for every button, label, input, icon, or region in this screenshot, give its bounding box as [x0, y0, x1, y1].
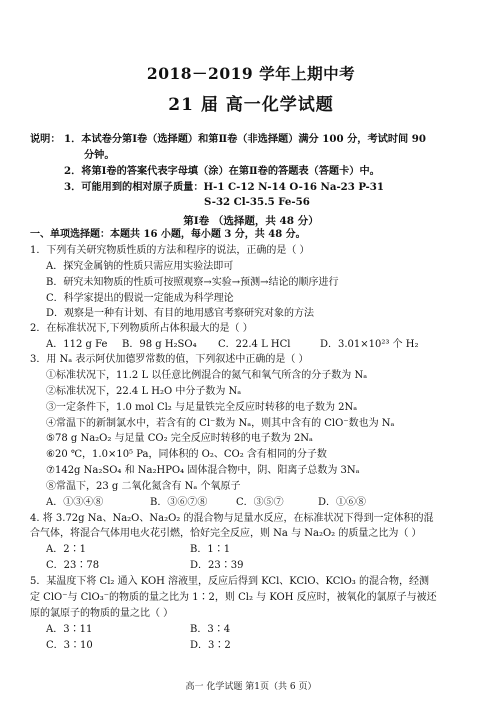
note-3-cont: S-32 Cl-35.5 Fe-56 — [204, 196, 310, 208]
q4-stem-line2: 合气体，将混合气体用电火花引燃，恰好完全反应，则 Na 与 Na₂O₂ 的质量之比为（ ） — [30, 528, 422, 539]
q1-option-b: B．研究未知物质的性质可按照观察→实验→预测→结论的顺序进行 — [46, 277, 339, 288]
note-2: 2．将第Ⅰ卷的答案代表字母填（涂）在第Ⅱ卷的答题表（答题卡）中。 — [64, 165, 380, 177]
q4-option-d: D．23∶39 — [190, 560, 244, 571]
q3-item-8: ⑧常温下，23 g 二氧化氮含有 Nₐ 个氧原子 — [46, 481, 241, 492]
q3-item-2: ②标准状况下，22.4 L H₂O 中分子数为 Nₐ — [46, 386, 242, 397]
q3-option-b: B．③⑥⑦⑧ — [150, 497, 208, 508]
q1-option-a: A．探究金属钠的性质只需应用实验法即可 — [46, 261, 234, 272]
q1-option-d: D．观察是一种有计划、有目的地用感官考察研究对象的方法 — [46, 308, 315, 319]
q4-option-b: B．1∶1 — [190, 544, 231, 555]
q3-stem: 3．用 Nₐ 表示阿伏加德罗常数的值，下列叙述中正确的是（ ） — [30, 354, 309, 365]
q4-option-c: C．23∶78 — [46, 560, 100, 571]
q3-option-a: A．①③④⑧ — [46, 497, 104, 508]
q1-stem: 1．下列有关研究物质性质的方法和程序的说法，正确的是（ ） — [30, 245, 310, 256]
q5-option-c: C．3∶10 — [46, 640, 93, 651]
q5-stem-line1: 5．某温度下将 Cl₂ 通入 KOH 溶液里，反应后得到 KCl、KClO、KClO₃ 的混合物，经测 — [30, 576, 429, 587]
q5-option-a: A．3∶11 — [46, 624, 93, 635]
q5-option-d: D．3∶2 — [190, 640, 231, 651]
section-heading: 第Ⅰ卷 （选择题，共 48 分） — [183, 215, 319, 227]
q4-option-a: A．2∶1 — [46, 544, 86, 555]
q2-option-d: D．3.01×10²³ 个 H₂ — [320, 339, 419, 350]
q5-stem-line3: 原的氯原子的物质的量之比（ ） — [30, 608, 174, 619]
q3-item-3: ③一定条件下，1.0 mol Cl₂ 与足量铁完全反应时转移的电子数为 2Nₐ — [46, 402, 358, 413]
notes-label: 说明： — [30, 133, 61, 145]
note-1-cont: 分钟。 — [84, 149, 115, 161]
q3-item-1: ①标准状况下，11.2 L 以任意比例混合的氮气和氧气所含的分子数为 Nₐ — [46, 370, 368, 381]
q2-option-a: A．112 g Fe — [46, 339, 108, 350]
q3-option-d: D．①⑥⑧ — [318, 497, 367, 508]
q3-item-7: ⑦142g Na₂SO₄ 和 Na₂HPO₄ 固体混合物中，阴、阳离子总数为 3Nₐ — [46, 465, 360, 476]
exam-title: 2018－2019 学年上期中考 — [146, 64, 356, 83]
exam-subtitle: 21 届 高一化学试题 — [168, 95, 334, 115]
q3-item-4: ④常温下的新制氯水中，若含有的 Cl⁻数为 Nₐ，则其中含有的 ClO⁻数也为 Nₐ — [46, 418, 395, 429]
part-heading: 一、单项选择题：本题共 16 小题，每小题 3 分，共 48 分。 — [30, 229, 306, 240]
q3-option-c: C．③⑤⑦ — [236, 497, 284, 508]
q3-item-5: ⑤78 g Na₂O₂ 与足量 CO₂ 完全反应时转移的电子数为 2Nₐ — [46, 433, 313, 444]
q5-stem-line2: 定 ClO⁻与 ClO₃⁻的物质的量之比为 1∶2，则 Cl₂ 与 KOH 反应时，被氧化的氯原子与被还 — [30, 592, 437, 603]
q4-stem-line1: 4. 将 3.72g Na、Na₂O、Na₂O₂ 的混合物与足量水反应，在标准状况下得到一定体积的混 — [30, 513, 434, 524]
q2-option-b: B．98 g H₂SO₄ — [122, 339, 197, 350]
page-footer: 高一 化学试题 第1页（共 6 页） — [185, 682, 317, 692]
q5-option-b: B．3∶4 — [190, 624, 231, 635]
q2-stem: 2．在标准状况下,下列物质所占体积最大的是（ ） — [30, 323, 253, 334]
note-1: 1．本试卷分第Ⅰ卷（选择题）和第Ⅱ卷（非选择题）满分 100 分，考试时间 90 — [64, 133, 426, 145]
q1-option-c: C．科学家提出的假说一定能成为科学理论 — [46, 293, 234, 304]
q3-item-6: ⑥20 ℃，1.0×10⁵ Pa，同体积的 O₂、CO₂ 含有相同的分子数 — [46, 449, 327, 460]
note-3: 3．可能用到的相对原子质量：H-1 C-12 N-14 O-16 Na-23 P-31 — [64, 181, 384, 193]
q2-option-c: C．22.4 L HCl — [218, 339, 291, 350]
